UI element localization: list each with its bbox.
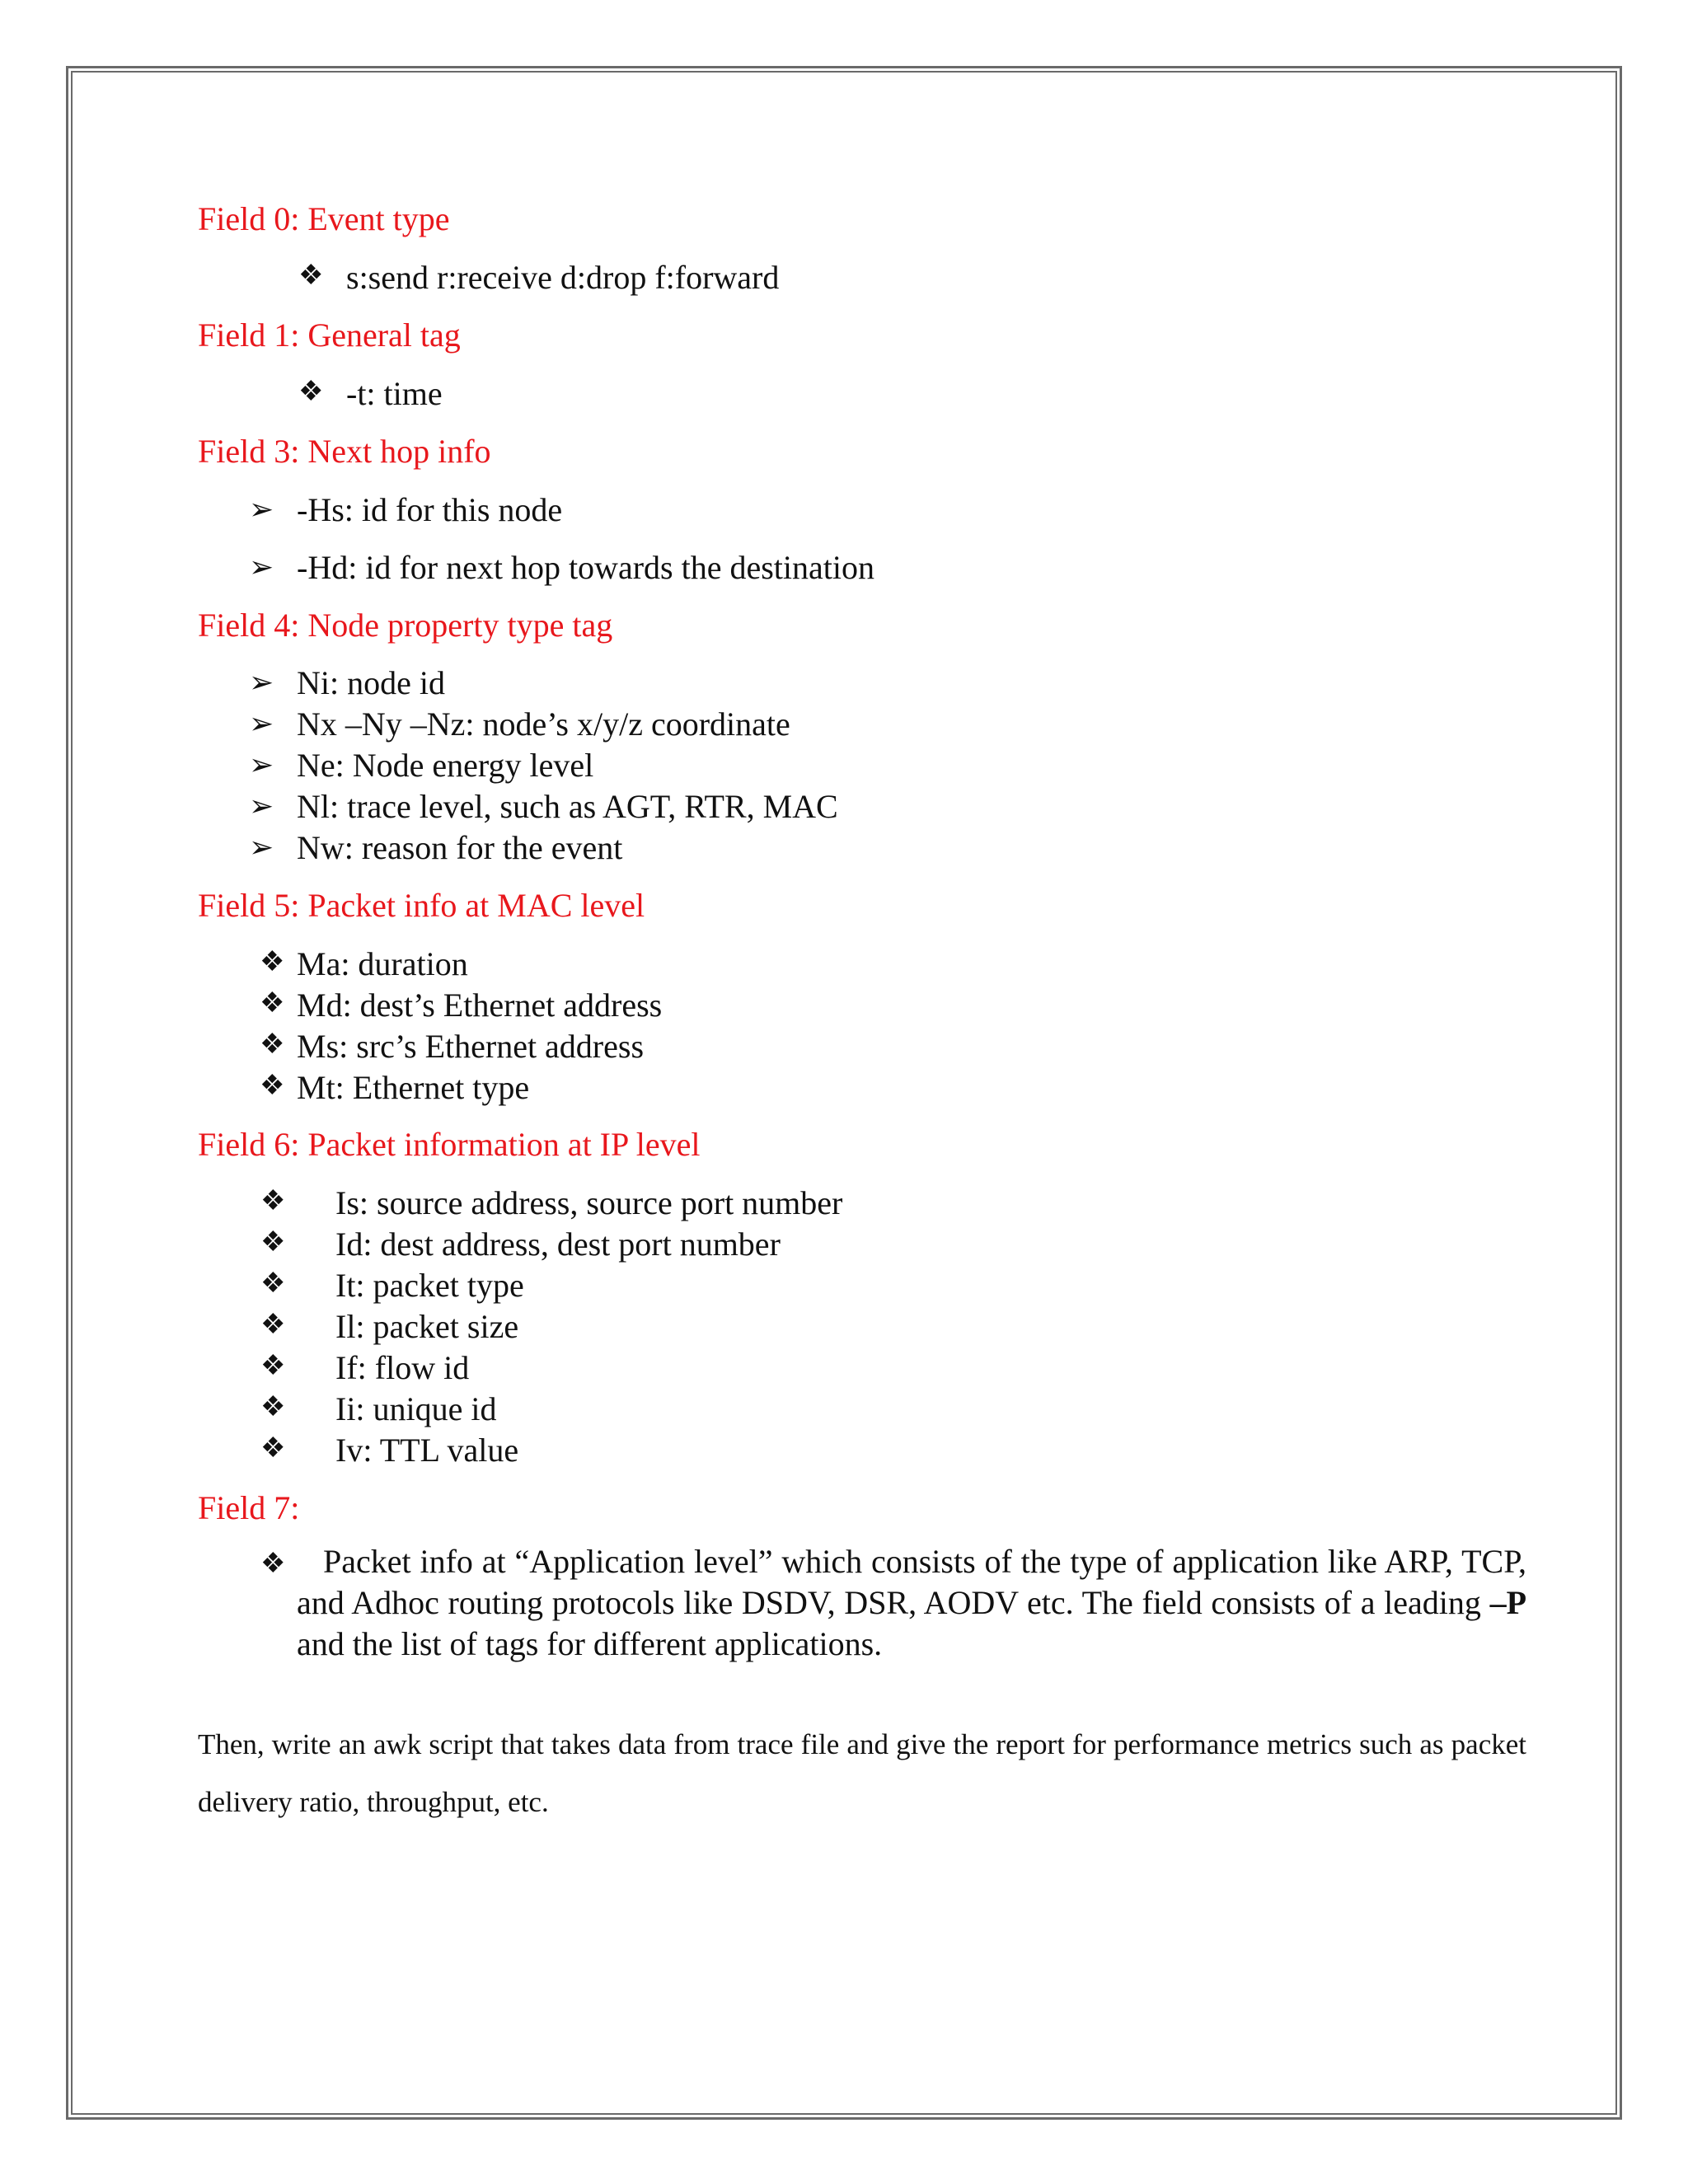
closing-paragraph: Then, write an awk script that takes data from trace file and give the report for performance metrics such as packet delivery ratio, throughput, etc. [198, 1728, 1526, 1818]
field-7-bold-tag: –P [1489, 1584, 1526, 1621]
field-7-paragraph [297, 1541, 1526, 1665]
diamond-bullet-icon: ❖ [260, 988, 285, 1019]
field-5-item: Ms: src’s Ethernet address [297, 1028, 645, 1065]
field-4-item: Ni: node id [297, 664, 445, 701]
arrow-bullet-icon: ➢ [249, 493, 274, 526]
arrow-bullet-icon: ➢ [249, 748, 274, 781]
field-6-item: Iv: TTL value [335, 1432, 519, 1469]
field-6-item: Ii: unique id [335, 1390, 497, 1427]
field-5-heading: Field 5: Packet info at MAC level [198, 887, 645, 924]
arrow-bullet-icon: ➢ [249, 707, 274, 740]
diamond-bullet-icon: ❖ [260, 1433, 286, 1464]
diamond-bullet-icon: ❖ [260, 1392, 286, 1422]
field-5-item: Mt: Ethernet type [297, 1069, 530, 1106]
field-4-item: Nl: trace level, such as AGT, RTR, MAC [297, 788, 838, 825]
field-4-item: Nx –Ny –Nz: node’s x/y/z coordinate [297, 705, 790, 743]
field-6-item: Il: packet size [335, 1308, 519, 1345]
field-6-item: It: packet type [335, 1267, 524, 1304]
field-7-text-end: and the list of tags for different applications. [297, 1625, 883, 1662]
diamond-bullet-icon: ❖ [260, 1071, 285, 1101]
field-3-item: -Hs: id for this node [297, 491, 563, 528]
field-7-heading: Field 7: [198, 1489, 300, 1526]
field-0-item: s:send r:receive d:drop f:forward [346, 259, 780, 296]
diamond-bullet-icon: ❖ [260, 1351, 286, 1381]
arrow-bullet-icon: ➢ [249, 831, 274, 864]
diamond-bullet-icon: ❖ [260, 1029, 285, 1060]
field-5-item: Md: dest’s Ethernet address [297, 987, 663, 1024]
diamond-bullet-icon: ❖ [260, 1268, 286, 1299]
field-7-text: Packet info at “Application level” which consists of the type of application like ARP, TCP, and Adhoc routing protocols like DSDV, DSR, AODV etc. The field consists of a leading [297, 1543, 1526, 1621]
field-3-heading: Field 3: Next hop info [198, 433, 491, 470]
field-4-item: Nw: reason for the event [297, 829, 623, 866]
diamond-bullet-icon: ❖ [298, 377, 324, 407]
field-1-item: -t: time [346, 375, 443, 412]
arrow-bullet-icon: ➢ [249, 551, 274, 583]
field-4-item: Ne: Node energy level [297, 747, 594, 784]
field-6-item: Is: source address, source port number [335, 1184, 843, 1221]
field-6-heading: Field 6: Packet information at IP level [198, 1126, 701, 1163]
arrow-bullet-icon: ➢ [249, 666, 274, 699]
field-4-heading: Field 4: Node property type tag [198, 607, 613, 644]
field-6-item: Id: dest address, dest port number [335, 1226, 781, 1263]
diamond-bullet-icon: ❖ [260, 1186, 286, 1216]
diamond-bullet-icon: ❖ [298, 260, 324, 291]
field-5-item: Ma: duration [297, 945, 468, 982]
arrow-bullet-icon: ➢ [249, 790, 274, 823]
field-6-item: If: flow id [335, 1349, 470, 1386]
diamond-bullet-icon: ❖ [260, 1549, 286, 1579]
field-0-heading: Field 0: Event type [198, 200, 450, 237]
field-3-item: -Hd: id for next hop towards the destination [297, 549, 874, 586]
field-1-heading: Field 1: General tag [198, 316, 461, 354]
diamond-bullet-icon: ❖ [260, 1310, 286, 1340]
diamond-bullet-icon: ❖ [260, 947, 285, 977]
diamond-bullet-icon: ❖ [260, 1227, 286, 1258]
